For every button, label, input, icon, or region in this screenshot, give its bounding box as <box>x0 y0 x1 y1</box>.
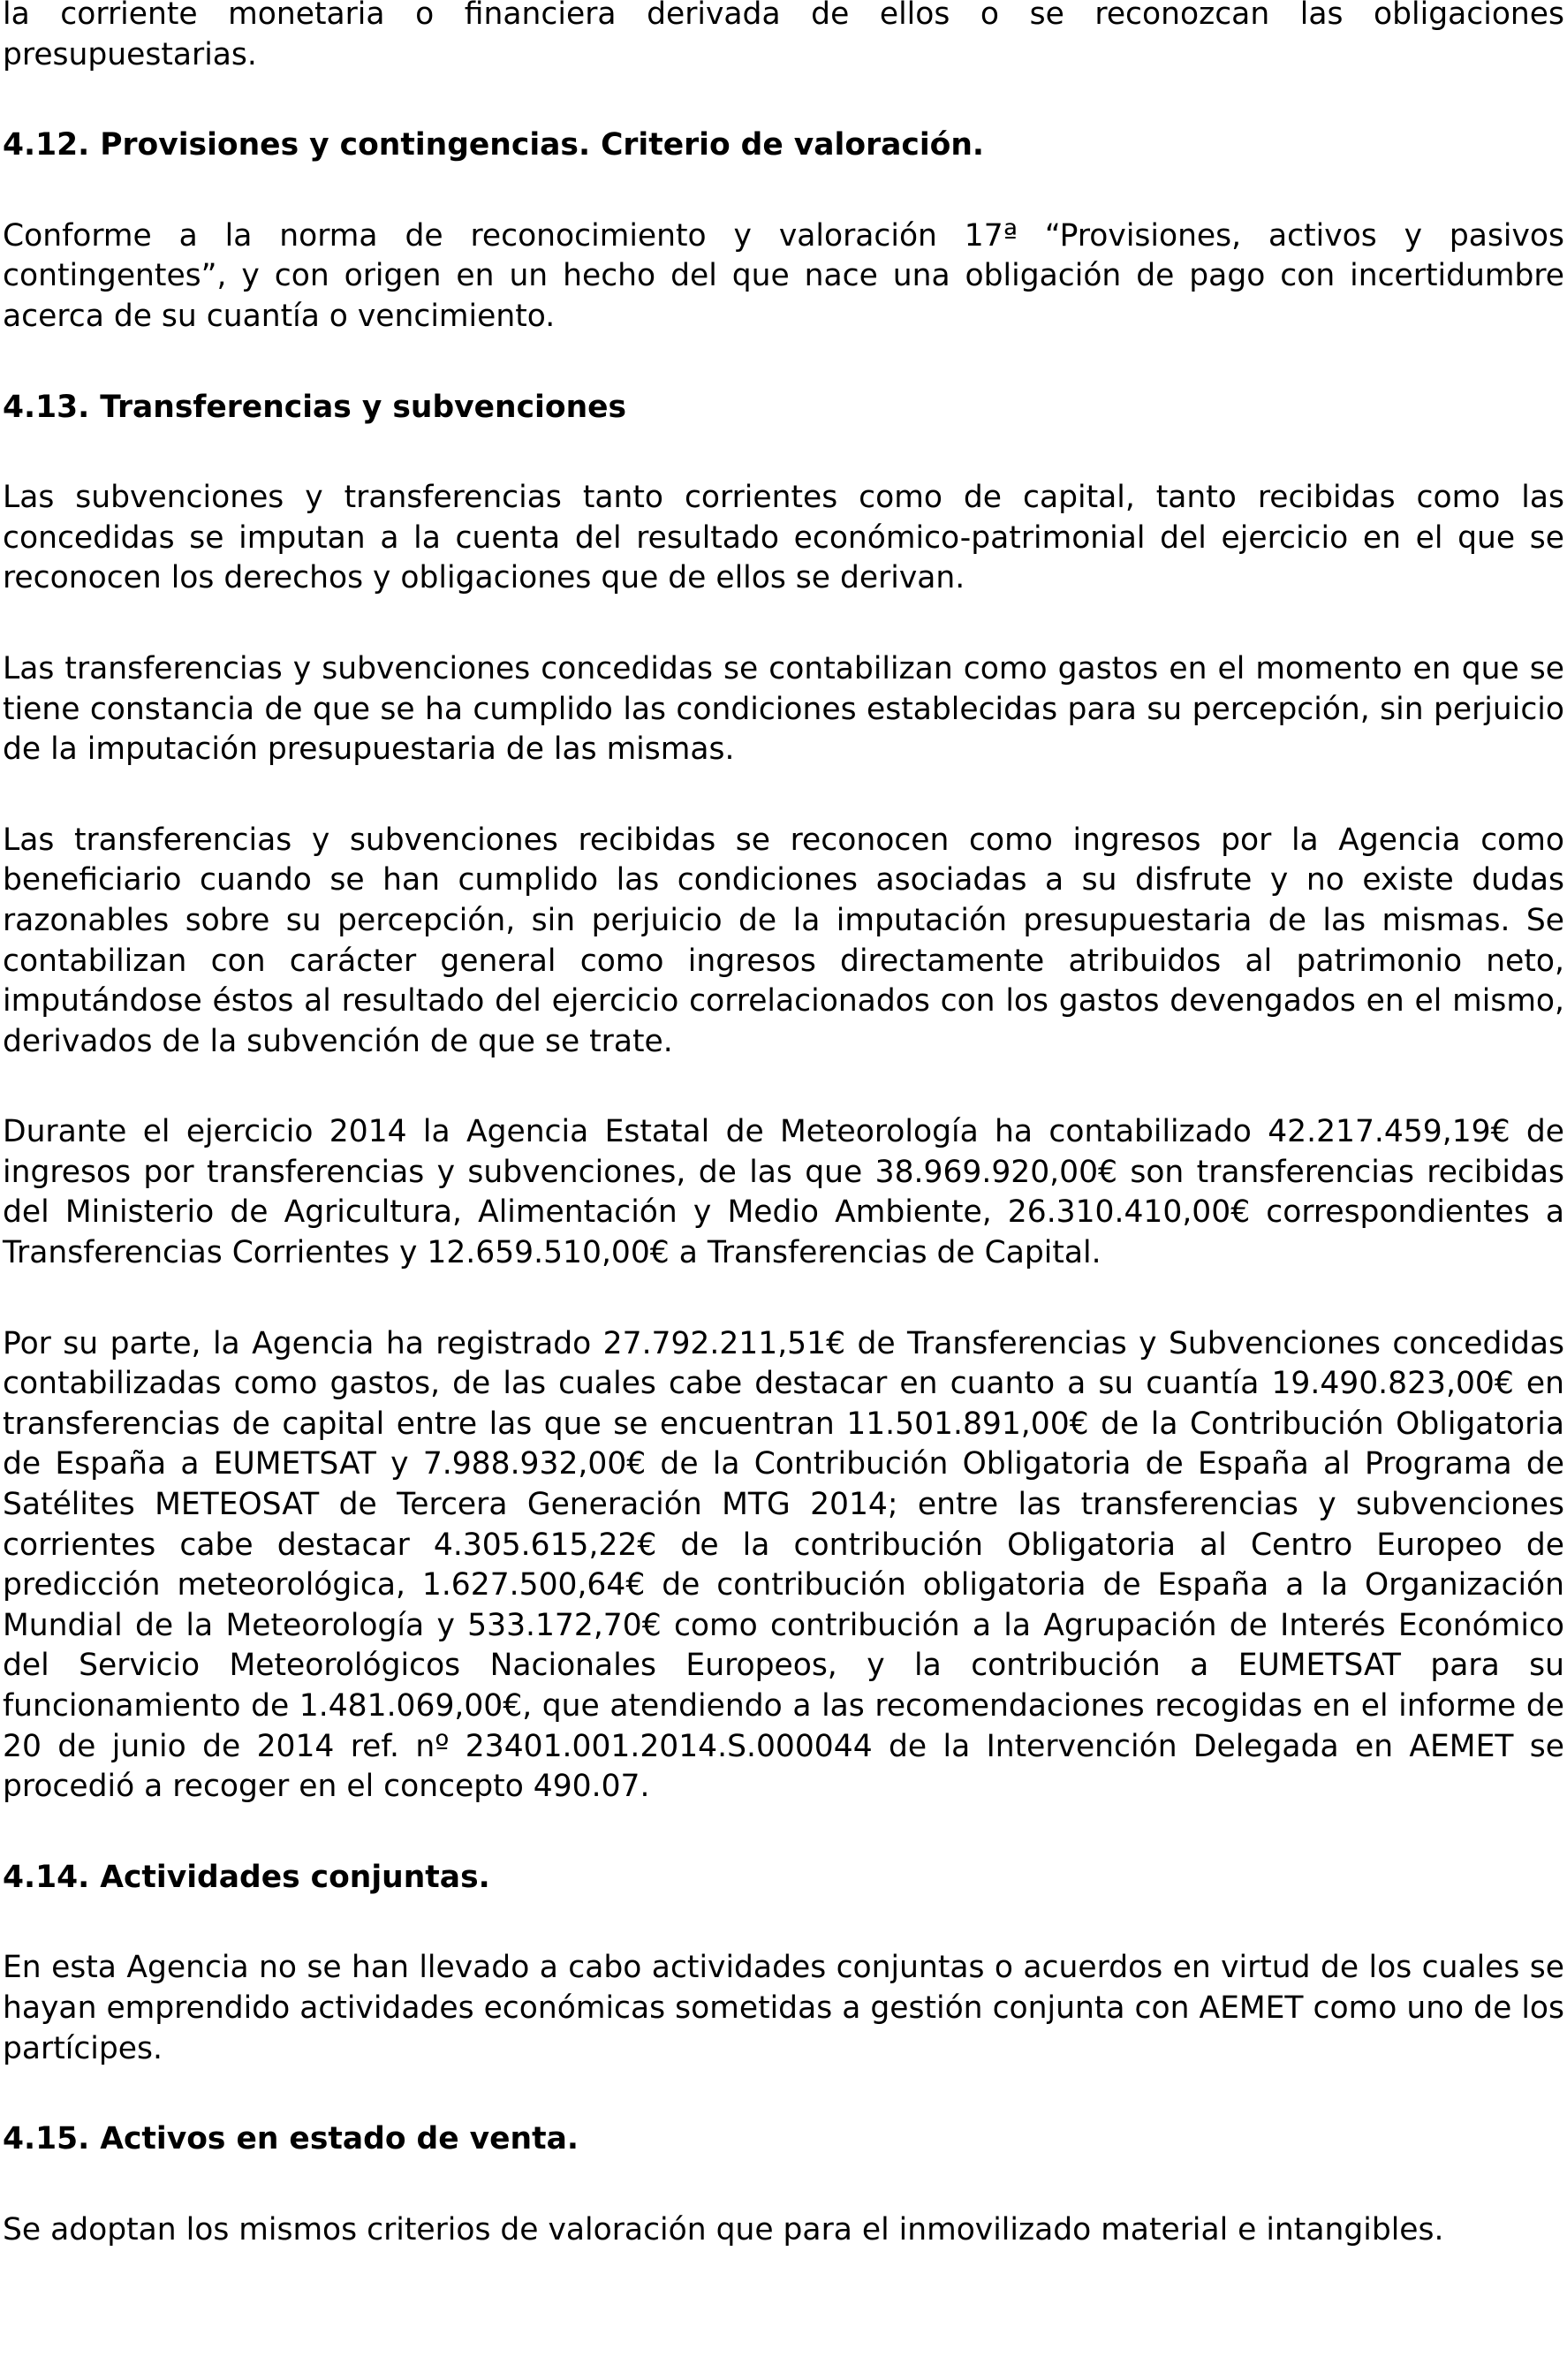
heading-4-14: 4.14. Actividades conjuntas. <box>3 1859 490 1895</box>
heading-4-12: 4.12. Provisiones y contingencias. Criterio de valoración. <box>3 127 985 163</box>
paragraph-actividades-conjuntas: En esta Agencia no se han llevado a cabo actividades conjuntas o acuerdos en virtud de los cuales se hayan emprendido actividades económicas sometidas a gestión conjunta con AEMET como uno de los partícipes. <box>3 1950 1564 2066</box>
heading-4-13: 4.13. Transferencias y subvenciones <box>3 389 627 425</box>
paragraph-ingresos-2014: Durante el ejercicio 2014 la Agencia Estatal de Meteorología ha contabilizado 42.217.459,19€ de ingresos por transferencias y subvenciones, de las que 38.969.920,00€ son transferencias recibidas del Ministerio de Agricultura, Alimentación y Medio Ambiente, 26.310.410,00€ correspondientes a Transferencias Corrientes y 12.659.510,00€ a Transferencias de Capital. <box>3 1114 1564 1271</box>
heading-4-15: 4.15. Activos en estado de venta. <box>3 2121 579 2157</box>
paragraph-gastos-concedidas: Por su parte, la Agencia ha registrado 27.792.211,51€ de Transferencias y Subvenciones concedidas contabilizadas como gastos, de las cuales cabe destacar en cuanto a su cuantía 19.490.823,00€ en transferencias de capital entre las que se encuentran 11.501.891,00€ de la Contribución Obligatoria de España a EUMETSAT y 7.988.932,00€ de la Contribución Obligatoria de España al Programa de Satélites METEOSAT de Tercera Generación MTG 2014; entre las transferencias y subvenciones corrientes cabe destacar 4.305.615,22€ de la contribución Obligatoria al Centro Europeo de predicción meteorológica, 1.627.500,64€ de contribución obligatoria de España a la Organización Mundial de la Meteorología y 533.172,70€ como contribución a la Agrupación de Interés Económico del Servicio Meteorológicos Nacionales Europeos, y la contribución a EUMETSAT para su funcionamiento de 1.481.069,00€, que atendiendo a las recomendaciones recogidas en el informe de 20 de junio de 2014 ref. nº 23401.001.2014.S.000044 de la Intervención Delegada en AEMET se procedió a recoger en el concepto 490.07. <box>3 1325 1564 1805</box>
paragraph-subvenciones-concedidas: Las transferencias y subvenciones concedidas se contabilizan como gastos en el momento en que se tiene constancia de que se ha cumplido las condiciones establecidas para su percepción, sin perjuicio de la imputación presupuestaria de las mismas. <box>3 650 1564 768</box>
paragraph-continuation: la corriente monetaria o financiera derivada de ellos o se reconozcan las obligaciones presupuestarias. <box>3 0 1564 72</box>
paragraph-provisiones: Conforme a la norma de reconocimiento y valoración 17ª “Provisiones, activos y pasivos contingentes”, y con origen en un hecho del que nace una obligación de pago con incertidumbre acerca de su cuantía o vencimiento. <box>3 217 1564 334</box>
paragraph-subvenciones-recibidas: Las transferencias y subvenciones recibidas se reconocen como ingresos por la Agencia como beneficiario cuando se han cumplido las condiciones asociadas a su disfrute y no existe dudas razonables sobre su percepción, sin perjuicio de la imputación presupuestaria de las mismas. Se contabilizan con carácter general como ingresos directamente atribuidos al patrimonio neto, imputándose éstos al resultado del ejercicio correlacionados con los gastos devengados en el mismo, derivados de la subvención de que se trate. <box>3 822 1564 1059</box>
paragraph-subvenciones-imputacion: Las subvenciones y transferencias tanto corrientes como de capital, tanto recibidas como las concedidas se imputan a la cuenta del resultado económico-patrimonial del ejercicio en el que se reconocen los derechos y obligaciones que de ellos se derivan. <box>3 480 1564 596</box>
paragraph-activos-venta: Se adoptan los mismos criterios de valoración que para el inmovilizado material e intangibles. <box>3 2211 1444 2247</box>
